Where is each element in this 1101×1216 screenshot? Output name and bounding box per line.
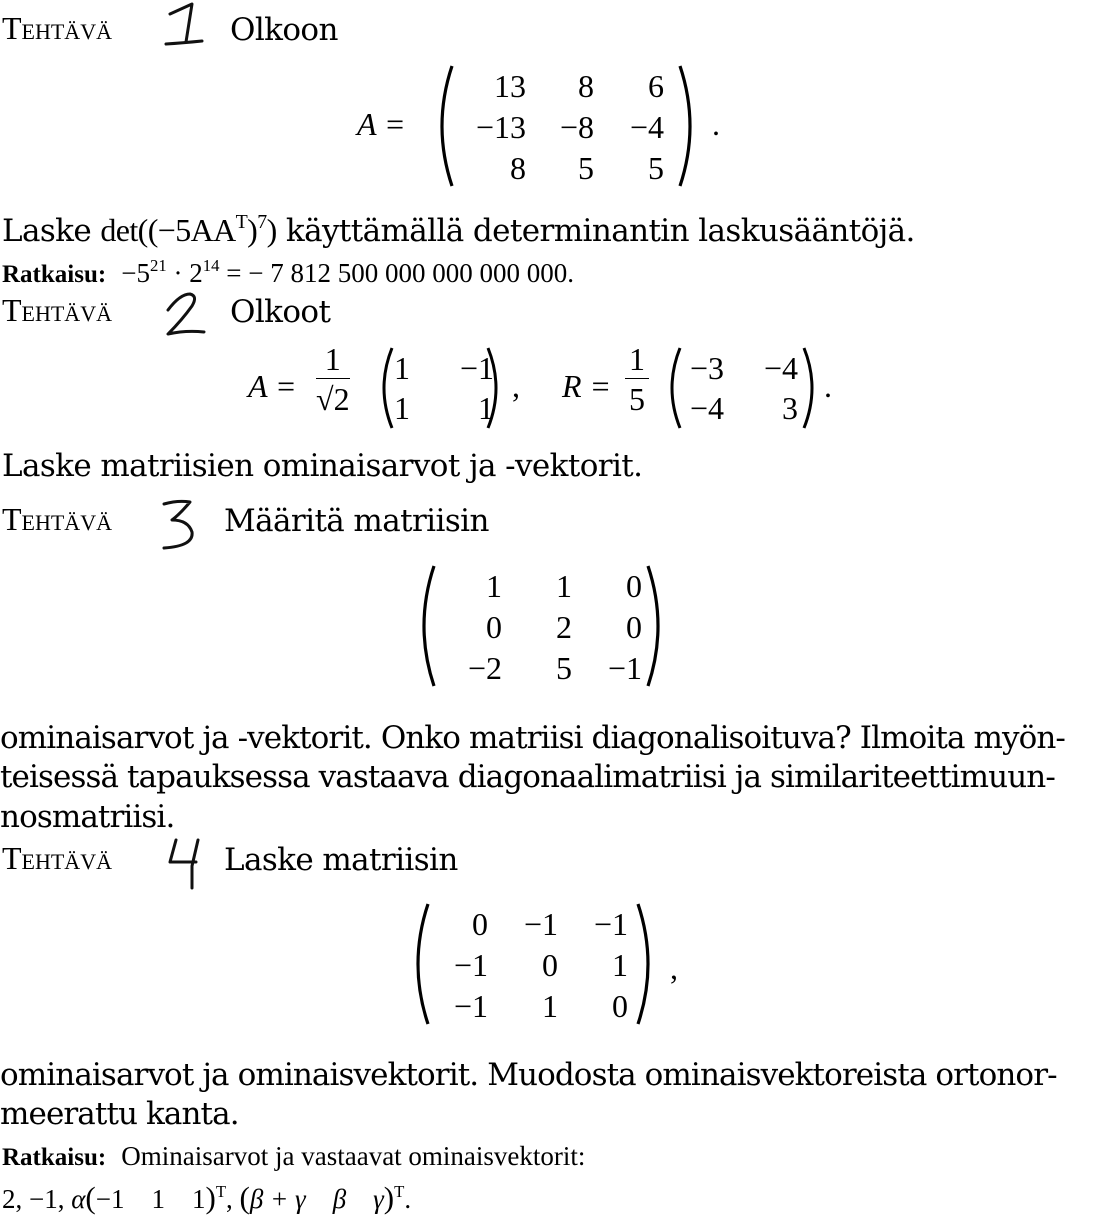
task-question-line: ominaisarvot ja ominaisvektorit. Muodosta ominaisvektoreista ortonor- — [0, 1057, 1057, 1093]
task-intro: Laske matriisin — [224, 842, 458, 878]
solution-text: Ominaisarvot ja vastaavat ominaisvektorit: — [121, 1141, 586, 1171]
task-intro: Olkoon — [230, 12, 338, 48]
left-paren-icon — [430, 64, 456, 188]
solution — [2, 258, 574, 289]
task-heading: Tehtävä — [2, 501, 112, 537]
task-question: Laske matriisien ominaisarvot ja -vektorit. — [2, 448, 643, 484]
matrix-task4: 0 −1 −1 −1 0 1 −1 1 0 — [406, 902, 662, 1028]
left-paren-icon — [406, 902, 432, 1026]
solution — [2, 1141, 585, 1172]
matrix-task3: 1 1 0 0 2 0 −2 5 −1 — [412, 564, 668, 690]
punctuation: , — [670, 950, 678, 986]
solution-eigen: 2, −1, α(−1 1 1)$^T$, (β + γ β γ)$^T$. — [2, 1180, 412, 1215]
handwritten-number-1 — [162, 2, 212, 48]
solution-label: Ratkaisu: — [2, 1144, 107, 1171]
task-question-line: nosmatriisi. — [0, 799, 175, 835]
right-paren-icon — [484, 346, 506, 430]
task-question-line: meerattu kanta. — [0, 1096, 239, 1132]
matrix-A-task2: 1 −1 1 1 — [374, 346, 509, 432]
matrix-R: −3 −4 −4 3 — [662, 346, 822, 432]
matrix-lhs: A = — [248, 368, 297, 404]
fraction: $\frac{1}{√2}$ — [316, 341, 350, 417]
punctuation: , — [512, 368, 520, 404]
left-paren-icon — [412, 564, 438, 688]
task-heading: Tehtävä — [2, 840, 112, 876]
solution-label: Ratkaisu: — [2, 261, 107, 288]
matrix-A-task1: 13 8 6 −13 −8 −4 8 5 5 — [430, 64, 700, 190]
task-question-line: teisessä tapauksessa vastaava diagonaalimatriisi ja similariteettimuun- — [0, 759, 1055, 795]
solution-value: $-5^{21} \cdot 2^{14}$ = − 7 812 500 000 000 000 000. — [121, 256, 574, 288]
handwritten-number-3 — [158, 496, 208, 552]
matrix-lhs: A = — [357, 106, 406, 142]
right-paren-icon — [644, 564, 670, 688]
left-paren-icon — [374, 346, 396, 430]
task-question: Laske $\det((-5AA^T)^7)$ käyttämällä determinantin laskusääntöjä. — [2, 211, 915, 249]
task-intro: Määritä matriisin — [224, 503, 489, 539]
handwritten-number-4 — [164, 836, 208, 894]
task-heading: Tehtävä — [2, 10, 112, 46]
task-intro: Olkoot — [230, 294, 331, 330]
matrix-lhs: R = — [562, 368, 612, 404]
right-paren-icon — [800, 346, 822, 430]
right-paren-icon — [634, 902, 660, 1026]
fraction: $\frac{1}{5}$ — [625, 340, 649, 419]
handwritten-number-2 — [162, 290, 212, 336]
punctuation: . — [712, 106, 720, 142]
task-question-line: ominaisarvot ja -vektorit. Onko matriisi diagonalisoituva? Ilmoita myön- — [0, 720, 1066, 756]
task-heading: Tehtävä — [2, 292, 112, 328]
punctuation: . — [824, 368, 832, 404]
right-paren-icon — [676, 64, 702, 188]
